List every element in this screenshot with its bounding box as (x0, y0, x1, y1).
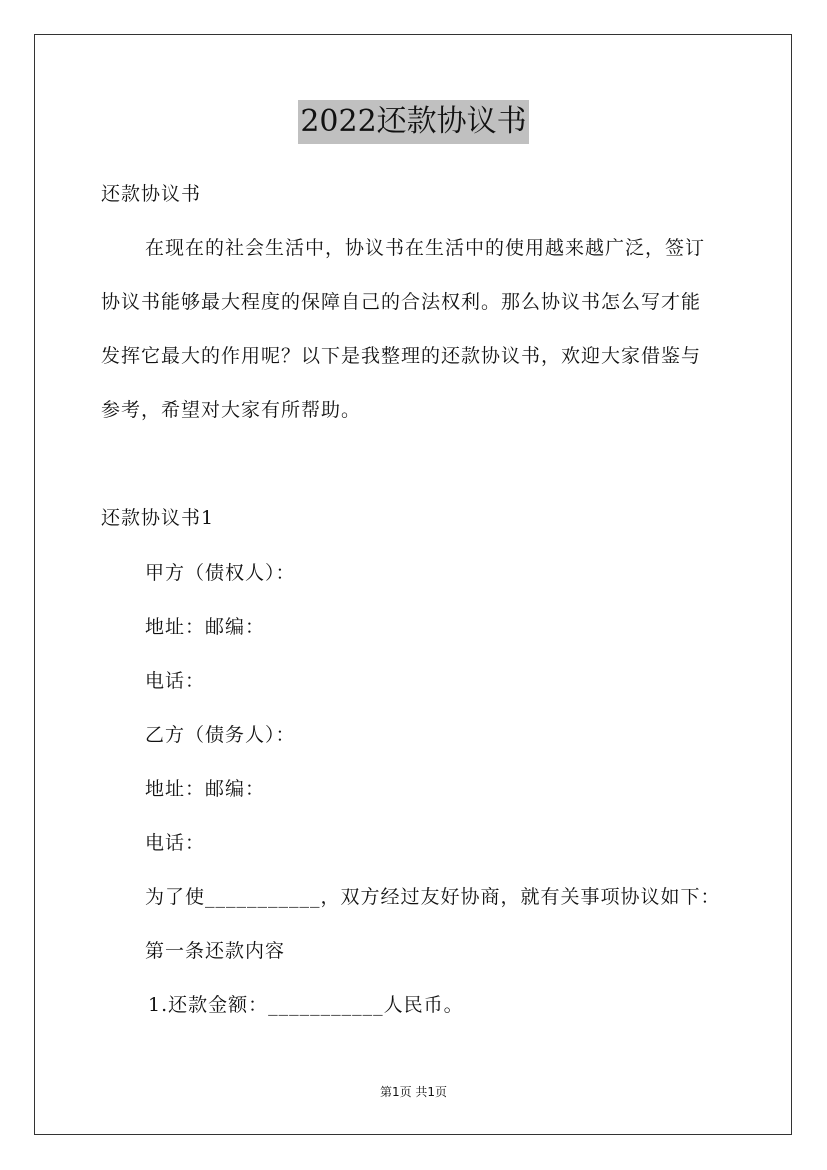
document-subtitle: 还款协议书 (101, 183, 202, 205)
party-a-address: 地址：邮编： (145, 616, 266, 638)
party-b-phone: 电话： (145, 832, 206, 854)
article-1-item-1: 1.还款金额：___________人民币。 (148, 994, 464, 1016)
document-title (0, 100, 827, 144)
party-b-label: 乙方（债务人）： (145, 724, 296, 746)
party-a-label: 甲方（债权人）： (145, 562, 296, 584)
section-title: 还款协议书1 (101, 507, 215, 529)
party-a-phone: 电话： (145, 670, 206, 692)
party-b-address: 地址：邮编： (145, 778, 266, 800)
intro-line-1: 在现在的社会生活中，协议书在生活中的使用越来越广泛，签订 (145, 237, 706, 259)
intro-line-3: 发挥它最大的作用呢？以下是我整理的还款协议书，欢迎大家借鉴与 (101, 345, 702, 367)
page-footer: 第1页 共1页 (379, 1085, 448, 1099)
intro-line-4: 参考，希望对大家有所帮助。 (101, 399, 362, 421)
document-title-text: 2022还款协议书 (298, 100, 528, 144)
intro-line-2: 协议书能够最大程度的保障自己的合法权利。那么协议书怎么写才能 (101, 291, 702, 313)
agreement-line: 为了使___________，双方经过友好协商，就有关事项协议如下： (145, 886, 721, 908)
article-1-title: 第一条还款内容 (145, 940, 286, 962)
